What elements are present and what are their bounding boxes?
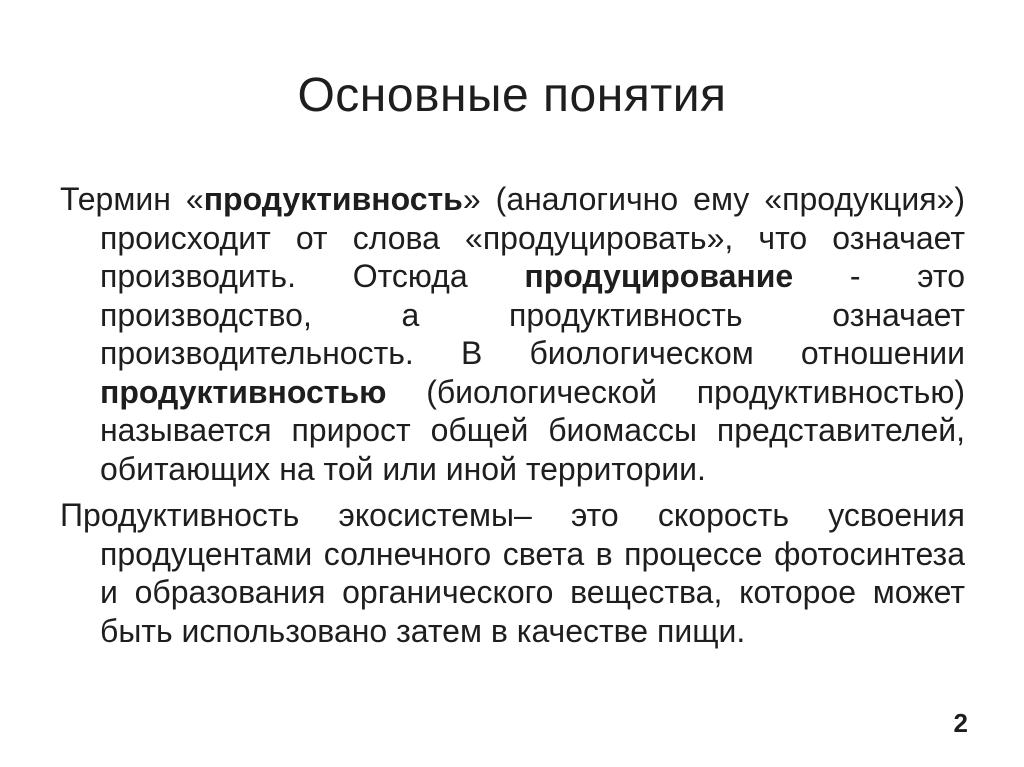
slide-title: Основные понятия xyxy=(297,69,727,122)
text-run: (биологической продуктивностью) называется прирост общей биомассы представителей, обитающих на той или иной территории. xyxy=(100,373,965,487)
text-run: » (аналогично ему «продукция») происходит от слова «продуцировать», что означает производить. Отсюда xyxy=(100,181,965,294)
bold-term-producing: продуцирование xyxy=(524,258,794,294)
paragraph-ecosystem-productivity: Продуктивность экосистемы– это скорость усвоения продуцентами солнечного света в процессе фотосинтеза и образования органического вещества, которое может быть использовано затем в качестве пищи. xyxy=(60,497,965,649)
bold-term-biological-productivity: продуктивностью xyxy=(100,373,387,410)
slide-body xyxy=(60,180,965,650)
text-run: - это производство, а продуктивность означает производительность. В биологическом отношении xyxy=(100,258,966,371)
bold-term-productivity: продуктивность xyxy=(203,181,463,217)
text-run: Термин « xyxy=(60,181,204,217)
page-number: 2 xyxy=(953,708,968,738)
paragraph-productivity-term xyxy=(60,180,965,488)
